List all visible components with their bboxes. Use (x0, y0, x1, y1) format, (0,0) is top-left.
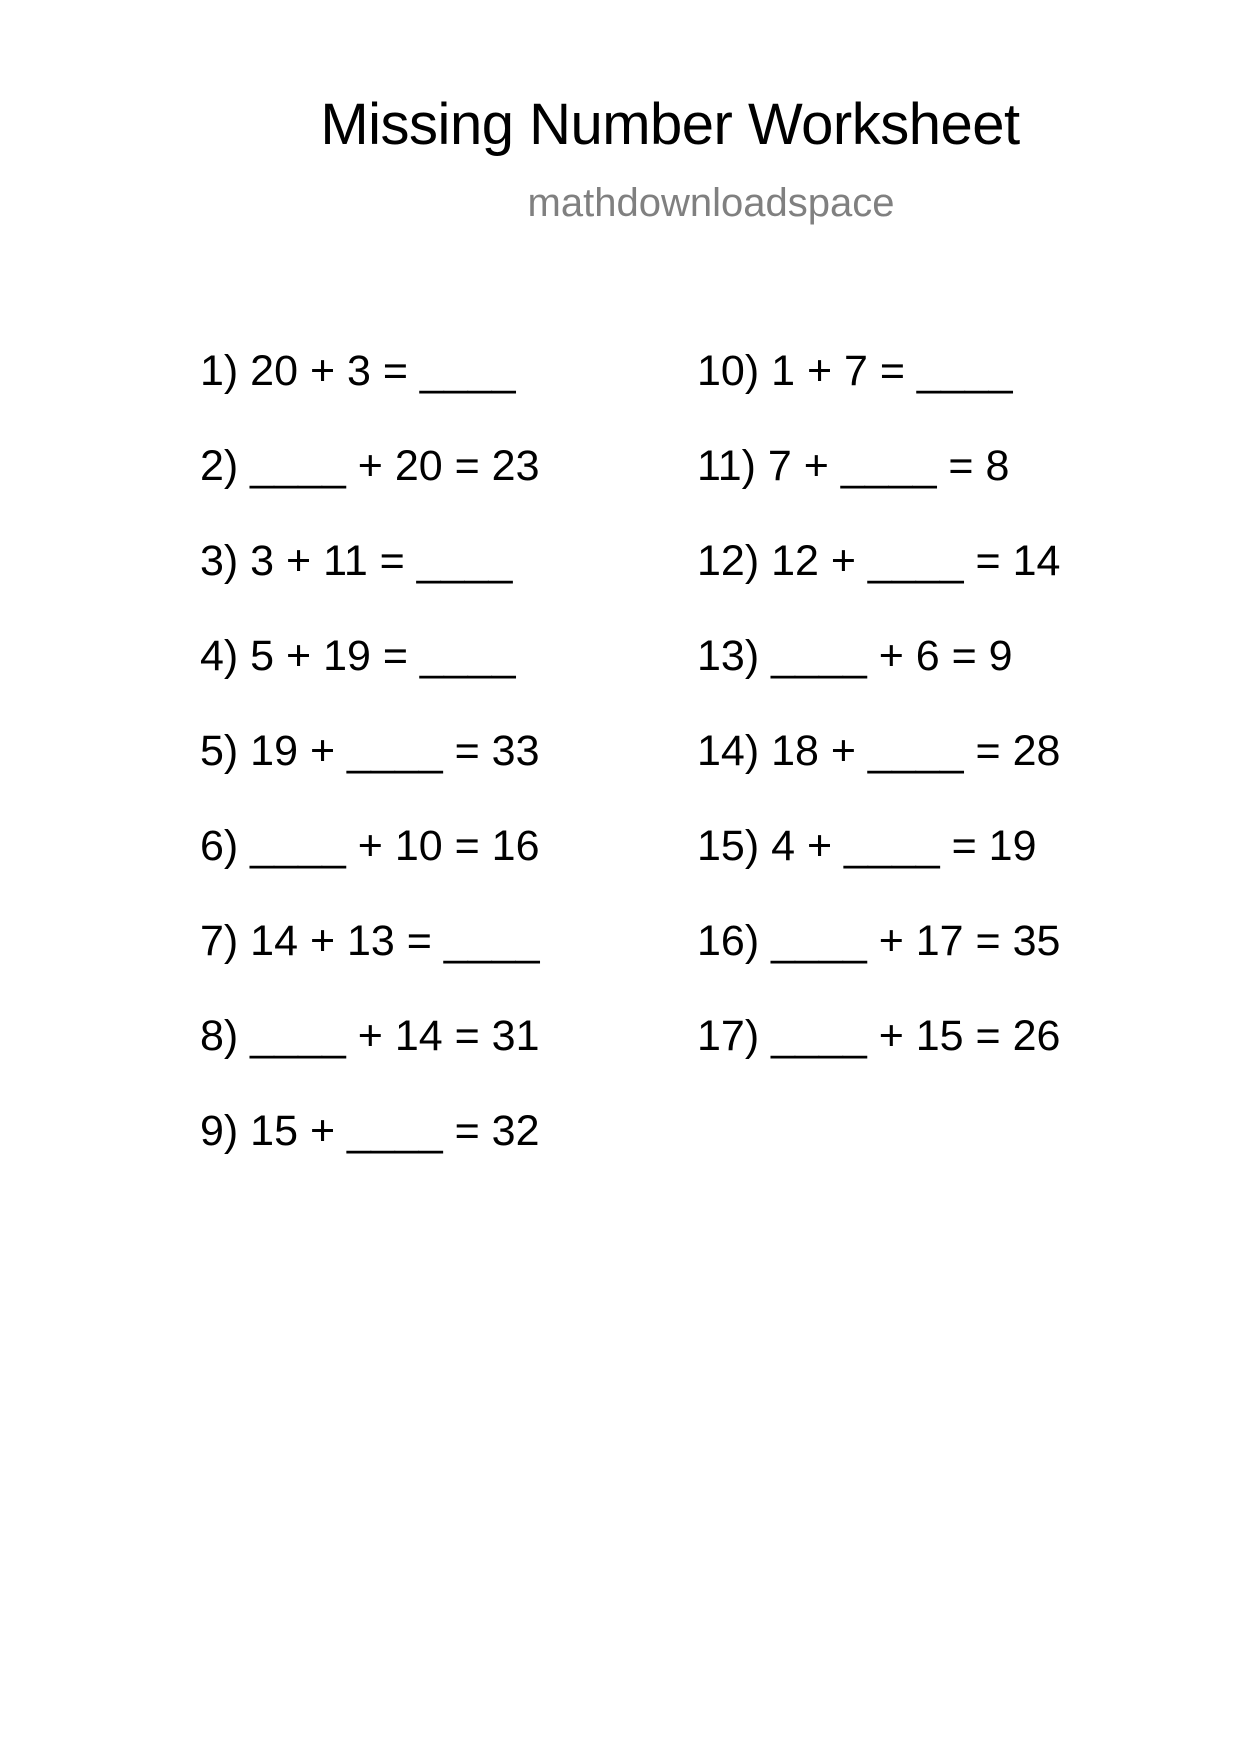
problems-left-column (200, 347, 540, 1205)
problem-17: 17) ____ + 15 = 26 (697, 1012, 1061, 1060)
problem-5: 5) 19 + ____ = 33 (200, 727, 540, 775)
problem-11: 11) 7 + ____ = 8 (697, 442, 1010, 490)
problem-10: 10) 1 + 7 = ____ (697, 347, 1013, 395)
problem-3: 3) 3 + 11 = ____ (200, 537, 513, 585)
worksheet-title: Missing Number Worksheet (320, 92, 1020, 157)
problem-2: 2) ____ + 20 = 23 (200, 442, 540, 490)
problem-1: 1) 20 + 3 = ____ (200, 347, 516, 395)
problem-16: 16) ____ + 17 = 35 (697, 917, 1061, 965)
problem-9: 9) 15 + ____ = 32 (200, 1107, 540, 1155)
problem-8: 8) ____ + 14 = 31 (200, 1012, 540, 1060)
worksheet-subtitle: mathdownloadspace (527, 181, 895, 225)
problem-15: 15) 4 + ____ = 19 (697, 822, 1037, 870)
problem-7: 7) 14 + 13 = ____ (200, 917, 540, 965)
problem-12: 12) 12 + ____ = 14 (697, 537, 1061, 585)
problem-6: 6) ____ + 10 = 16 (200, 822, 540, 870)
problem-14: 14) 18 + ____ = 28 (697, 727, 1061, 775)
problem-13: 13) ____ + 6 = 9 (697, 632, 1013, 680)
problem-4: 4) 5 + 19 = ____ (200, 632, 516, 680)
problems-right-column (697, 347, 1061, 1110)
